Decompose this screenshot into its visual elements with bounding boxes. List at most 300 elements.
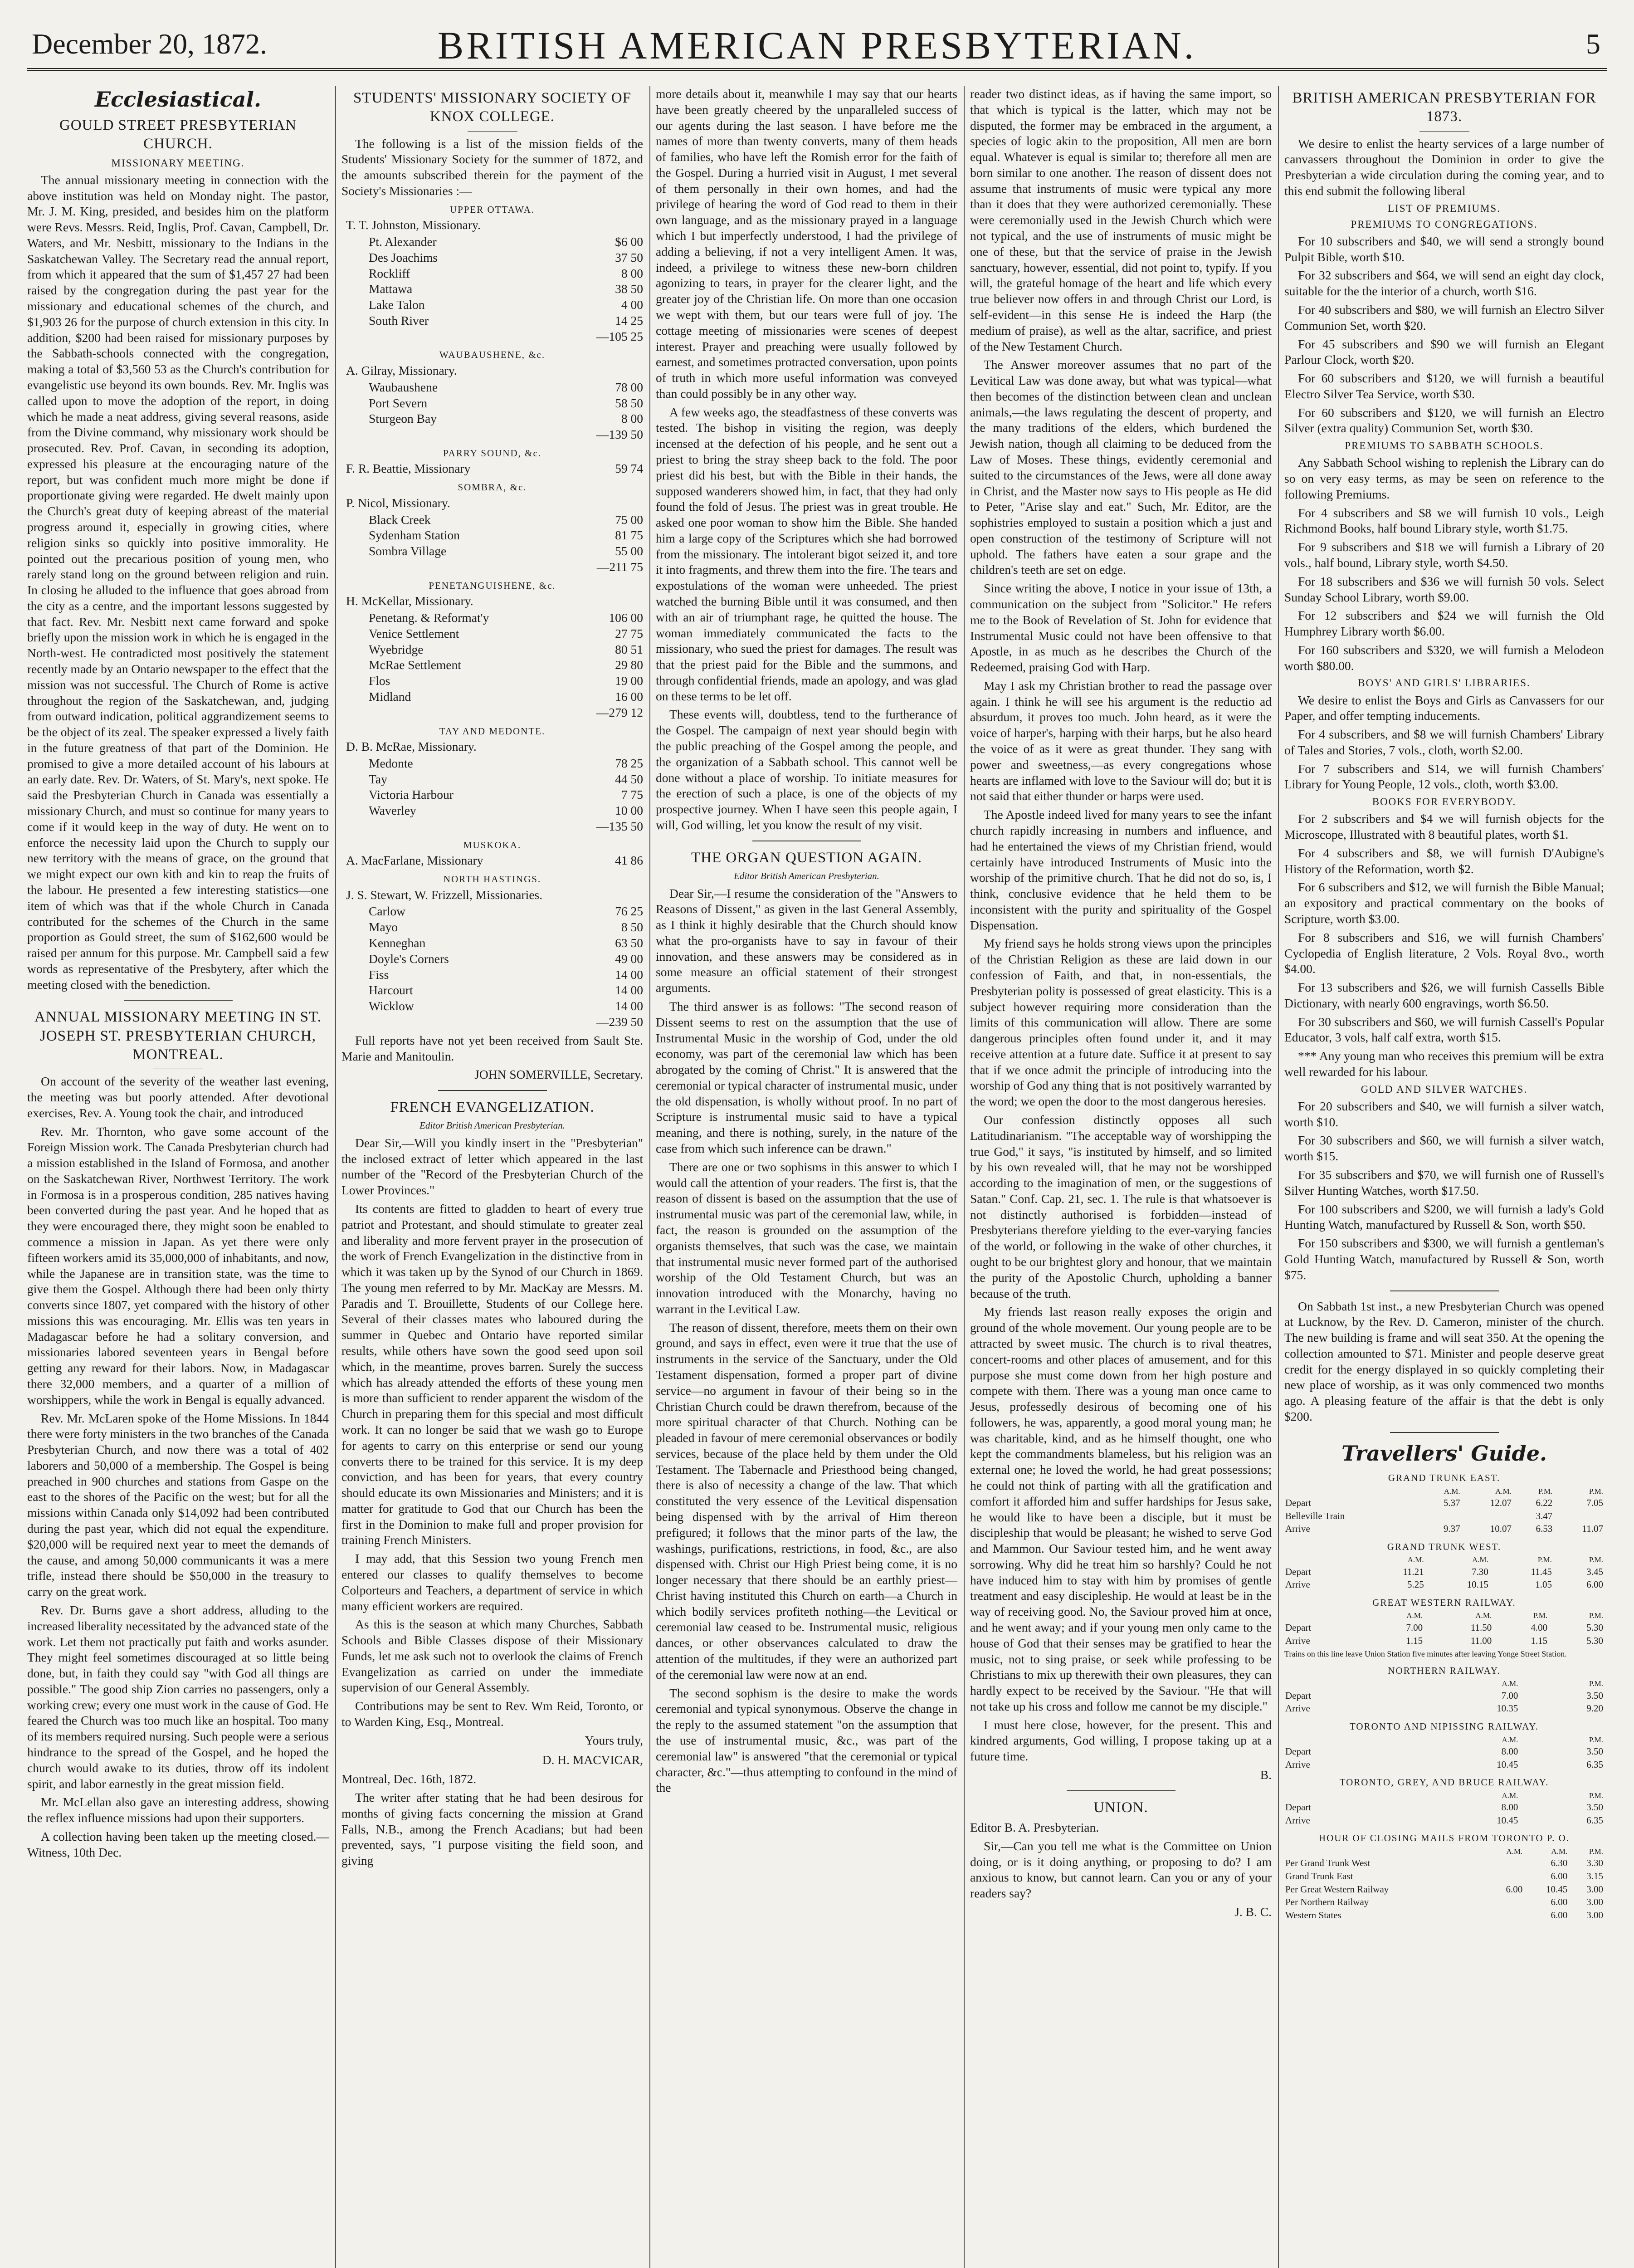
mission-amount: 80 51: [615, 642, 643, 656]
newspaper-title: BRITISH AMERICAN PRESBYTERIAN.: [437, 24, 1197, 67]
mission-row: [369, 281, 643, 297]
mission-row: [369, 250, 643, 266]
timetable-header-row: [1284, 1846, 1604, 1857]
timetable-cell: 6.53: [1536, 1523, 1553, 1535]
mission-amount: 4 00: [621, 298, 643, 312]
article-paragraph: Full reports have not yet been received from Sault Ste. Marie and Manitoulin.: [341, 1033, 643, 1063]
timetable-cell: 1.05: [1535, 1579, 1552, 1590]
mission-station: Waubaushene: [369, 380, 438, 394]
timetable-row: [1284, 1758, 1604, 1771]
article-paragraph: Its contents are fitted to gladden to heart of every true patriot and Protestant, and should stimulate to greater zeal and liberality and more fervent prayer in the prosecution of the work of French Evangelization in the distinctive from in which it was taken up by the Synod of our Church in 1869. The young men referred to by Mr. MacKay are Messrs. M. Paradis and T. Brouillette, Students of our College here. Several of their classes mates who laboured during the summer in Quebec and Ontario have reported similar results, while others have sown the good seed upon soil which, in the meantime, proves barren. Surely the success which has already attended the efforts of these young men is more than sufficient to render apparent the wisdom of the Church in preparing them for this special and most difficult work. It can no longer be said that we wash go to Europe for agents to carry on this enterprise or send our young converts there to be trained for this service. It is my deep conviction, and has been for years, that every country should educate its own Missionaries and Ministers; and it is matter for gratitude to God that our Church has been the first in the Dominion to make full and proper provision for training French Ministers.: [341, 1202, 643, 1547]
mission-amount: 44 50: [615, 772, 643, 786]
premium-item: For 40 subscribers and $80, we will furnish an Electro Silver Communion Set, worth $20.: [1284, 302, 1604, 332]
premium-item: For 100 subscribers and $200, we will furnish a lady's Gold Hunting Watch, manufactured by Russell & Son, worth $50.: [1284, 1202, 1604, 1232]
timetable-line-name: GRAND TRUNK WEST.: [1387, 1541, 1502, 1552]
premium-item: For 4 subscribers, and $8 we will furnish Chambers' Library of Tales and Stories, 7 vols., cloth, worth $2.00.: [1284, 727, 1604, 757]
timetable-cell: 10.45: [1497, 1759, 1518, 1770]
article-title-premiums: BRITISH AMERICAN PRESBYTERIAN FOR 1873.: [1292, 90, 1596, 125]
missionary-name: P. Nicol, Missionary.: [346, 495, 450, 510]
divider: [1390, 1290, 1499, 1291]
timetable-cell: 3.00: [1586, 1909, 1603, 1921]
timetable-row: [1284, 1496, 1604, 1510]
timetable-header-cell: P.M.: [1589, 1735, 1603, 1744]
mission-amount: 29 80: [615, 658, 643, 672]
mission-row: [369, 380, 643, 396]
timetable-header-cell: P.M.: [1589, 1555, 1603, 1564]
divider: [1390, 1432, 1499, 1433]
mission-row: [369, 411, 643, 427]
timetable-header-cell: [1284, 1610, 1368, 1621]
timetable-header-row: [1284, 1486, 1604, 1497]
timetable-cell: Arrive: [1285, 1579, 1310, 1590]
timetable-cell: [1553, 1510, 1604, 1523]
article-paragraph: The Answer moreover assumes that no part of the Levitical Law was done away, but what was typical—what then becomes of the distinction between clean and unclean animals,—the laws regulating the descent of property, and the many traditions of the elders, which burdened the Jewish nation, though all claiming to be deduced from the Law of Moses. These things, evidently ceremonial and suited to the circumstances of the Jews, were all done away in Christ, and the Master now says to His people as He did to Peter, "Arise slay and eat." Such, Mr. Editor, are the sophistries employed to sustain a position which a just and open construction of the testimony of Scripture will not uphold. The fathers have eaten a sour grape and the children's teeth are set on edge.: [970, 357, 1272, 577]
mission-row: [369, 234, 643, 250]
timetable-cell: 9.37: [1443, 1523, 1460, 1535]
timetable-cell: 6.00: [1551, 1897, 1568, 1908]
timetable-cell: 3.30: [1586, 1857, 1603, 1869]
premium-item: For 30 subscribers and $60, we will furnish Cassell's Popular Educator, 3 vols, half calf extra, worth $15.: [1284, 1014, 1604, 1045]
timetable-cell: 5.30: [1586, 1622, 1603, 1633]
article-paragraph: Rev. Mr. McLaren spoke of the Home Missions. In 1844 there were forty ministers in the two branches of the Canada Presbyterian Church, and now there was a total of 402 laborers and 50,000 of a membership. The Gospel is being preached in 900 churches and stations from Gaspe on the east to the shores of the Pacific on the west; but for all the missions within Canada only $14,092 had been contributed during the past year, which did not equal the expenditure. $20,000 will be required next year to meet the demands of the cause, and among 50,000 communicants it was a mere trifle, instead there should be $50,000 in the treasury to carry on the great work.: [27, 1411, 329, 1599]
mission-total: —279 12: [596, 705, 643, 719]
premium-item: For 20 subscribers and $40, we will furnish a silver watch, worth $10.: [1284, 1099, 1604, 1129]
mission-amount: 38 50: [615, 282, 643, 296]
article-paragraph: Since writing the above, I notice in your issue of 13th, a communication on the subject from "Solicitor." He refers me to the Book of Revelation of St. John for evidence that Instrumental Music could not have been offensive to that Apostle, in as much as he describes the Church of the Redeemed, praising God with Harp.: [970, 581, 1272, 675]
timetable-cell: 5.25: [1407, 1579, 1424, 1590]
mission-row: [369, 297, 643, 313]
mission-region: UPPER OTTAWA.: [449, 204, 535, 215]
timetable-cell: 8.00: [1501, 1802, 1518, 1813]
mission-row: [369, 396, 643, 411]
timetable-cell: 3.00: [1586, 1897, 1603, 1908]
mission-station: Sombra Village: [369, 544, 447, 558]
mission-station: Rockliff: [369, 266, 410, 280]
article-title-union: UNION.: [1093, 1799, 1148, 1816]
timetable-cell: Belleville Train: [1285, 1510, 1345, 1521]
timetable-header-cell: P.M.: [1537, 1555, 1552, 1564]
timetable-row: [1284, 1702, 1604, 1715]
timetable-header-cell: A.M.: [1506, 1847, 1523, 1856]
article-paragraph: My friends last reason really exposes the origin and ground of the whole movement. Our young people are to be attracted by sweet music. The church is to rival theatres, concert-rooms and other places of amusement, and for this purpose she must come down from her high posture and compete with them. There was a young man once came to Jesus, professedly desirous of becoming one of his followers, he was, apparently, a good moral young man; he was charitable, kind, and as he himself thought, one who kept the commandments blameless, but his religion was an external one; he loved the world, he had great possessions; he could not think of parting with all the gratification and comfort it afforded him and suffer hardships for Jesus sake, he would like to have been a disciple, but it must be discipleship that would be pleasant; he wished to serve God and Mammon. Our Saviour tested him, and he went away sorrowing. Why did he treat him so harshly? Could he not have induced him to stay with him by promises of gentle treatment and easy discipleship. He would at least be in the way of receiving good. No, the Saviour proved him at once, and he went away; and if your young men only came to the house of God that their senses may be gratified to hear the music, not to sing praise, or seek while professing to be Christians to mix up therewith their own pleasures, they can hardly expect to be received by the Saviour. "He that will not take up his cross and follow me cannot be my disciple.": [970, 1305, 1272, 1713]
timetable-cell: 8.00: [1501, 1746, 1518, 1757]
timetable-header-row: [1284, 1678, 1604, 1689]
mission-station: Tay: [369, 772, 387, 786]
mission-amount: 76 25: [615, 904, 643, 919]
divider: [124, 1000, 233, 1001]
timetable-cell: 4.00: [1531, 1622, 1548, 1633]
timetable-row: [1284, 1909, 1604, 1922]
mission-station: Kenneghan: [369, 936, 426, 950]
timetable-header-row: [1284, 1554, 1604, 1565]
mission-region: MUSKOKA.: [463, 839, 522, 850]
premium-group-heading: PREMIUMS TO CONGREGATIONS.: [1351, 218, 1538, 230]
timetable-line-name: HOUR OF CLOSING MAILS FROM TORONTO P. O.: [1318, 1833, 1570, 1844]
timetable-row: [1284, 1634, 1604, 1647]
issue-date: December 20, 1872.: [32, 28, 267, 60]
timetable-header-cell: [1284, 1735, 1412, 1745]
timetable-row: [1284, 1870, 1604, 1883]
editor-address: Editor British American Presbyterian.: [419, 1120, 565, 1131]
column-4: [970, 86, 1272, 2268]
mission-row: [369, 951, 643, 967]
timetable-row: [1284, 1814, 1604, 1827]
timetable-header-cell: [1284, 1790, 1412, 1801]
mission-amount: 106 00: [609, 611, 643, 625]
timetable-header-cell: [1284, 1486, 1420, 1497]
timetable-cell: 10.07: [1490, 1523, 1512, 1535]
timetable-header-cell: P.M.: [1589, 1486, 1603, 1496]
timetable-cell: 5.37: [1443, 1497, 1460, 1508]
timetable-cell: 6.00: [1551, 1909, 1568, 1921]
article-paragraph: I may add, that this Session two young French men entered our classes to qualify themselves to become Colporteurs and Teachers, a department of service in which many efficient workers are required.: [341, 1551, 643, 1613]
mission-station: Waverley: [369, 803, 416, 818]
mission-row: [369, 689, 643, 705]
timetable-line-name: GRAND TRUNK EAST.: [1388, 1472, 1501, 1483]
timetable-header-cell: A.M.: [1472, 1555, 1488, 1564]
mission-row: [369, 512, 643, 528]
timetable-cell: 11.21: [1403, 1566, 1424, 1577]
column-5: [1284, 86, 1604, 2268]
timetable-cell: 3.00: [1586, 1883, 1603, 1895]
mission-amount: 14 25: [615, 313, 643, 327]
mission-amount: 63 50: [615, 936, 643, 950]
divider: [1419, 131, 1469, 132]
divider: [468, 131, 517, 132]
premium-list-heading: LIST OF PREMIUMS.: [1388, 202, 1501, 214]
article-paragraph: Dear Sir,—Will you kindly insert in the "Presbyterian" the inclosed extract of letter which appeared in the last number of the "Record of the Presbyterian Church of the Lower Provinces.": [341, 1135, 643, 1198]
timetable-line-name: TORONTO AND NIPISSING RAILWAY.: [1349, 1721, 1539, 1732]
missionary-name: H. McKellar, Missionary.: [346, 594, 473, 608]
premium-item: For 32 subscribers and $64, we will send an eight day clock, suitable for the the interior of a church, worth $16.: [1284, 268, 1604, 298]
timetable-cell: 6.35: [1586, 1759, 1603, 1770]
mission-region: NORTH HASTINGS.: [443, 874, 541, 885]
article-paragraph: I must here close, however, for the present. This and kindred arguments, God willing, I propose taking up at a future time.: [970, 1717, 1272, 1764]
mission-total: —139 50: [596, 427, 643, 442]
mission-station: Lake Talon: [369, 298, 425, 312]
timetable-cell: Depart: [1285, 1690, 1312, 1701]
timetable: [1284, 1610, 1604, 1647]
mission-row: [369, 982, 643, 998]
signature: B.: [1260, 1768, 1272, 1782]
mission-amount: 78 25: [615, 756, 643, 770]
timetable-cell: 1.15: [1406, 1635, 1423, 1646]
mission-station: South River: [369, 313, 429, 327]
mission-amount: 27 75: [615, 626, 643, 640]
timetable-header-cell: A.M.: [1475, 1611, 1492, 1620]
timetable-cell: 7.00: [1501, 1690, 1518, 1701]
timetable-line-name: NORTHERN RAILWAY.: [1388, 1665, 1501, 1676]
timetable-cell: 11.45: [1531, 1566, 1552, 1577]
timetable: [1284, 1554, 1604, 1591]
article-paragraph: There are one or two sophisms in this answer to which I would call the attention of your readers. The first is, that the reason of dissent is based on the assumption that the use of instrumental music was part of the ceremonial law, while, in fact, the reason is grounded on the assumption of the organists themselves, that such was the case, we maintain that instrumental music never formed part of the authorised worship of the Old Testament Church, but was an innovation introduced with the Monarchy, having no warrant in the Levitical Law.: [656, 1159, 957, 1316]
premium-item: We desire to enlist the Boys and Girls as Canvassers for our Paper, and offer tempting inducements.: [1284, 693, 1604, 723]
mission-amount: 55 00: [615, 544, 643, 558]
mission-amount: 49 00: [615, 951, 643, 966]
article-paragraph: A collection having been taken up the meeting closed.—Witness, 10th Dec.: [27, 1829, 329, 1859]
timetable-cell: Per Grand Trunk West: [1285, 1857, 1371, 1869]
mission-row: [369, 673, 643, 689]
timetable-cell: 6.00: [1586, 1579, 1603, 1590]
timetable-cell: Depart: [1285, 1497, 1312, 1508]
premium-item: For 4 subscribers and $8 we will furnish 10 vols., Leigh Richmond Books, half bound Library style, worth $1.75.: [1284, 505, 1604, 536]
mission-station: Venice Settlement: [369, 626, 459, 640]
section-heading-travellers-guide: Travellers' Guide.: [1341, 1441, 1547, 1466]
mission-row: [369, 528, 643, 543]
mission-region: PENETANGUISHENE, &c.: [429, 580, 556, 591]
timetable-cell: 6.30: [1551, 1857, 1568, 1869]
timetable-cell: Arrive: [1285, 1759, 1310, 1770]
article-paragraph: Our confession distinctly opposes all such Latitudinarianism. "The acceptable way of worshipping the true God," it says, "is instituted by himself, and so limited by his own revealed will, that he may not be worshipped according to the imagination of men, or the suggestions of Satan." Conf. Cap. 21, sec. 1. The rule is that whatsoever is not distinctly authorised is forbidden—instead of Presbyterians therefore yielding to the ever-varying fancies of the world, or following in the wake of other churches, it ought to be our brightest glory and honour, that we maintain the purity of the Apostolic Church, upholding a banner because of the truth.: [970, 1113, 1272, 1300]
timetable-cell: 11.00: [1470, 1635, 1492, 1646]
mission-station: Sturgeon Bay: [369, 411, 437, 426]
mission-station: Port Severn: [369, 396, 428, 410]
mission-station: Penetang. & Reformat'y: [369, 611, 489, 625]
mission-region: TAY AND MEDONTE.: [439, 725, 546, 737]
premium-item: For 8 subscribers and $16, we will furnish Chambers' Cyclopedia of English literature, 2 Vols. Royal 8vo., worth $4.00.: [1284, 930, 1604, 976]
timetable-cell: Depart: [1285, 1566, 1312, 1577]
timetable-cell: Arrive: [1285, 1635, 1310, 1646]
timetable-header-cell: A.M.: [1502, 1735, 1518, 1744]
mission-amount: 75 00: [615, 512, 643, 527]
mission-amount: $6 00: [615, 234, 643, 249]
article-paragraph: May I ask my Christian brother to read the passage over again. I think he will see his argument is the reductio ad absurdum, it proves too much. John heard, as it were the voice of harper's, harping with their harps, but he also heard the voice of as it were as great thunder. They sang with power and sweetness,—as every congregations whose hearts are inflamed with love to the Saviour will do; but it is not said that either thunder or harps were used.: [970, 678, 1272, 803]
article-title-gould-street: GOULD STREET PRESBYTERIAN CHURCH.: [59, 117, 297, 152]
premium-group-heading: BOOKS FOR EVERYBODY.: [1372, 796, 1517, 808]
mission-amount: 19 00: [615, 674, 643, 688]
timetable-header-row: [1284, 1790, 1604, 1801]
premium-item: For 12 subscribers and $24 we will furnish the Old Humphrey Library worth $6.00.: [1284, 608, 1604, 639]
article-title-annual-meeting: ANNUAL MISSIONARY MEETING IN ST. JOSEPH ST. PRESBYTERIAN CHURCH, MONTREAL.: [34, 1009, 322, 1063]
timetable-header-cell: A.M.: [1502, 1679, 1518, 1688]
mission-row: [369, 610, 643, 626]
missionary-name: A. MacFarlane, Missionary: [346, 853, 483, 868]
mission-station: Flos: [369, 674, 390, 688]
timetable-cell: 3.15: [1586, 1871, 1603, 1882]
timetable-row: [1284, 1745, 1604, 1758]
mission-amount: 10 00: [615, 803, 643, 818]
mission-row: [369, 787, 643, 803]
timetable-header-cell: P.M.: [1589, 1679, 1603, 1688]
mission-amount: 7 75: [621, 787, 643, 802]
timetable-cell: [1488, 1909, 1524, 1922]
column-2: [341, 86, 643, 2268]
column-1: [27, 86, 329, 2268]
article-title-french-evangelization: FRENCH EVANGELIZATION.: [390, 1099, 595, 1116]
mission-station: Pt. Alexander: [369, 234, 437, 249]
article-paragraph: The Apostle indeed lived for many years to see the infant church rapidly increasing in numbers and influence, and had he entertained the views of my Christian friend, would certainly have introduced Instruments of Music into the worship of the primitive church. That he did not do so, is, I think, conclusive evidence that he held them to be inconsistent with the purity and spirituality of the Gospel Dispensation.: [970, 807, 1272, 932]
timetable-row: [1284, 1578, 1604, 1591]
premium-group-heading: BOYS' AND GIRLS' LIBRARIES.: [1358, 677, 1531, 689]
article-paragraph: The annual missionary meeting in connection with the above institution was held on Monday night. The pastor, Mr. J. M. King, presided, and besides him on the platform were Revs. Messrs. Reid, Inglis, Prof. Cavan, Campbell, Dr. Waters, and Mr. Nesbitt, missionary to the Indians in the Saskatchewan Valley. The Secretary read the annual report, from which it appeared that the sum of $1,457 27 had been raised by the congregation during the past year for the missionary and educational schemes of the church, and $1,903 26 for the purpose of church extension in this city. In addition, $200 had been raised for missionary purposes by the Sabbath-schools connected with the congregation, making a total of $3,560 53 as the Church's contribution for evangelistic use beyond its own bounds. Rev. Mr. Inglis was called upon to move the adoption of the report, in doing which he made a neat address, giving several reasons, aside from the Divine command, why missionary work should be prosecuted. Rev. Prof. Cavan, in seconding its adoption, expressed his pleasure at the encouraging nature of the report, but was confident much more might be done if proportionate giving were regarded. He dwelt mainly upon the Church's great duty of keeping abreast of the material progress around it, especially in growing cities, where religion sinks so quickly into positive immorality. He pointed out the precarious position of young men, who rarely stand long on the ground between religion and ruin. In closing he alluded to the influence that goes abroad from the city as a centre, and the important lessons suggested by that fact. Rev. Mr. Nesbitt next came forward and spoke briefly upon the mission work in which he is engaged in the North-west. He contradicted most positively the statement recently made by an Ontario newspaper to the effect that the mission was not successful. The Church of Rome is active throughout the region of the Saskatchewan, and, judging from outward indication, political aggrandizement seems to be the object of its zeal. The speaker expressed a lively faith in the future greatness of that part of the Dominion. He promised to give a more detailed account of his labours at an early date. Rev. Dr. Waters, of St. Mary's, next spoke. He said the Presbyterian Church in Canada was essentially a missionary Church, and must so continue for many years to come if it would keep in the way of duty. He went on to enforce the necessity laid upon the Church to supply our new territory with the means of grace, on the ground that we might expect our own kith and kin to reap the fruits of the labour. He presented a few interesting statistics—one item of which was that if the whole Church in Canada contributed for the schemes of the Church in the same proportion as Gould street, the sum of $162,600 would be raised per annum for this purpose. Mr. Campbell said a few words as representative of the Presbytery, after which the meeting closed with the benediction.: [27, 172, 329, 992]
closing: Yours truly,: [585, 1733, 643, 1747]
mission-station: Victoria Harbour: [369, 787, 454, 802]
premium-item: For 9 subscribers and $18 we will furnish a Library of 20 vols., half bound, Library style, worth $4.50.: [1284, 540, 1604, 570]
mission-row: [369, 772, 643, 787]
premium-group-heading: GOLD AND SILVER WATCHES.: [1361, 1083, 1528, 1095]
timetable-header-cell: A.M.: [1406, 1611, 1423, 1620]
timetable-cell: [1461, 1510, 1512, 1523]
mission-row: [369, 756, 643, 772]
mission-station: Sydenham Station: [369, 528, 460, 543]
timetable-cell: 7.05: [1586, 1497, 1603, 1508]
premium-item: For 13 subscribers and $26, we will furnish Cassells Bible Dictionary, with nearly 600 engravings, worth $6.50.: [1284, 980, 1604, 1010]
premium-item: For 6 subscribers and $12, we will furnish the Bible Manual; an expository and practical commentary on the books of Scripture, worth $3.00.: [1284, 880, 1604, 926]
timetable-header-cell: P.M.: [1533, 1611, 1548, 1620]
timetable-header-cell: [1284, 1678, 1412, 1689]
mission-station: Medonte: [369, 756, 413, 770]
timetable-cell: Western States: [1285, 1909, 1341, 1921]
mission-amount: 78 00: [615, 380, 643, 394]
article-paragraph: The following is a list of the mission fields of the Students' Missionary Society for the summer of 1872, and the amounts subscribed therein for the payment of the Society's Missionaries :—: [341, 136, 643, 198]
page-number: 5: [1586, 28, 1600, 60]
timetable-row: [1284, 1689, 1604, 1702]
mission-region: SOMBRA, &c.: [458, 482, 527, 493]
timetable-header-cell: P.M.: [1538, 1486, 1553, 1496]
article-subtitle: MISSIONARY MEETING.: [111, 157, 245, 169]
article-paragraph: We desire to enlist the hearty services of a large number of canvassers throughout the Dominion in order to give the Presbyterian a wide circulation during the coming year, and to this end submit the following liberal: [1284, 136, 1604, 198]
timetable-cell: Per Northern Railway: [1285, 1897, 1369, 1908]
signature: D. H. MACVICAR,: [542, 1752, 643, 1767]
premium-item: For 4 subscribers and $8, we will furnish D'Aubigne's History of the Reformation, worth $2.: [1284, 846, 1604, 876]
premium-group-heading: PREMIUMS TO SABBATH SCHOOLS.: [1345, 440, 1544, 452]
premium-item: For 10 subscribers and $40, we will send a strongly bound Pulpit Bible, worth $10.: [1284, 234, 1604, 264]
mission-row: [369, 998, 643, 1014]
timetable-cell: Arrive: [1285, 1523, 1310, 1535]
timetable-cell: 3.50: [1586, 1690, 1603, 1701]
timetable-header-cell: [1284, 1554, 1361, 1565]
mission-station: Mattawa: [369, 282, 413, 296]
timetable-cell: 6.00: [1506, 1883, 1523, 1895]
timetable-row: [1284, 1510, 1604, 1523]
mission-row: [369, 803, 643, 819]
article-title-organ-question: THE ORGAN QUESTION AGAIN.: [691, 849, 922, 866]
timetable-cell: [1488, 1870, 1524, 1883]
article-paragraph: On account of the severity of the weather last evening, the meeting was but poorly attended. After devotional exercises, Rev. A. Young took the chair, and introduced: [27, 1074, 329, 1120]
column-rule: [1278, 86, 1279, 2268]
mission-station: Des Joachims: [369, 250, 438, 264]
missionary-name: J. S. Stewart, W. Frizzell, Missionaries.: [346, 887, 543, 902]
timetable-header-cell: A.M.: [1502, 1791, 1518, 1800]
article-paragraph: Rev. Dr. Burns gave a short address, alluding to the increased liberality necessitated by the advanced state of the work. Let them not practically put faith and works asunder. They might feel sometimes discouraged at so little being done, but, in faith they could say "with God all things are possible." The good ship Zion carries no passengers, only a working crew; every one must work in the cause of God. He feared the Church was too much like an hospital. Too many of its members required nursing. Such people were a serious hindrance to the spread of the Gospel, and he hoped the church would awake to its duties, throw off its indolent spirit, and labor earnestly in the great mission field.: [27, 1603, 329, 1791]
timetable-row: [1284, 1883, 1604, 1896]
article-paragraph: more details about it, meanwhile I may say that our hearts have been greatly cheered by the unparalleled success of our agents during the last season. I have before me the names of more than twenty converts, many of them heads of families, who have left the Romish error for the faith of the Gospel. During a hurried visit in August, I met several of them personally in their own homes, and had the privilege of hearing the word of God read to them in their own language, and as the missionary prayed in a language which I but imperfectly understood, I had the privilege of adding a believing, if not a very intelligent Amen. It was, indeed, a privilege to witness these new-born children agonizing to tears, in prayer for the clearer light, and the greater joy of the Christian life. On more than one occasion we wept with them, but our tears were full of joy. The cottage meeting of missionaries were scenes of deepest interest. Prayer and preaching were usually followed by earnest, and sometimes protracted conversation, upon points of truth in which more useful information was conveyed than could possibly be in any other way.: [656, 87, 957, 401]
timetable-cell: 3.50: [1586, 1746, 1603, 1757]
timetable-cell: Grand Trunk East: [1285, 1871, 1353, 1882]
premium-item: *** Any young man who receives this premium will be extra well rewarded for his labour.: [1284, 1049, 1604, 1079]
timetable-cell: 7.30: [1472, 1566, 1488, 1577]
article-paragraph: These events will, doubtless, tend to the furtherance of the Gospel. The campaign of next year should begin with the public preaching of the Gospel among the people, and the organization of a Sabbath school. This cannot well be done without a place of worship. To initiate measures for the erection of such a place, is one of the objects of my prospective journey. When I have seen this people again, I will, God willing, let you know the result of my visit.: [656, 707, 957, 832]
column-3: [656, 86, 957, 2268]
mission-row: [369, 626, 643, 642]
article-paragraph: Contributions may be sent to Rev. Wm Reid, Toronto, or to Warden King, Esq., Montreal.: [341, 1699, 643, 1729]
mission-total: 41 86: [615, 853, 643, 868]
timetable-cell: 6.00: [1551, 1871, 1568, 1882]
timetable-header-cell: A.M.: [1407, 1555, 1424, 1564]
article-paragraph: Dear Sir,—I resume the consideration of the "Answers to Reasons of Dissent," as given in the last General Assembly, as I think it highly desirable that the Church should know what the pro-organists have to say in favour of their innovation, and these answers may be considered as in some measure an official statement of their strongest arguments.: [656, 886, 957, 995]
timetable-header-row: [1284, 1610, 1604, 1621]
timetable-line-name: TORONTO, GREY, AND BRUCE RAILWAY.: [1339, 1777, 1549, 1788]
section-heading-ecclesiastical: Ecclesiastical.: [95, 87, 261, 112]
mission-row: [369, 967, 643, 983]
premium-item: For 35 subscribers and $70, we will furnish one of Russell's Silver Hunting Watches, worth $17.50.: [1284, 1168, 1604, 1198]
timetable: [1284, 1486, 1604, 1535]
timetable-cell: 10.45: [1497, 1814, 1518, 1826]
mission-amount: 58 50: [615, 396, 643, 410]
divider: [438, 1090, 547, 1091]
mission-total: —239 50: [596, 1014, 643, 1029]
timetable-cell: 6.35: [1586, 1814, 1603, 1826]
mission-station: Harcourt: [369, 983, 413, 997]
mission-row: [369, 935, 643, 951]
premium-item: For 30 subscribers and $60, we will furnish a silver watch, worth $15.: [1284, 1133, 1604, 1163]
timetable-header-cell: A.M.: [1444, 1486, 1460, 1496]
timetable-cell: 12.07: [1490, 1497, 1512, 1508]
timetable-cell: 1.15: [1531, 1635, 1548, 1646]
signature: JOHN SOMERVILLE, Secretary.: [474, 1067, 643, 1082]
mission-amount: 14 00: [615, 983, 643, 997]
timetable-cell: [1420, 1510, 1461, 1523]
article-paragraph: The reason of dissent, therefore, meets them on their own ground, and says in effect, even were it true that the use of instruments in the service of the Sanctuary, under the Old Testament dispensation, formed a proper part of divine service—no argument in favour of their being so in the Christian Church could be drawn therefrom, because of the more spiritual character of that Church. Nothing can be pleaded in favour of mere ceremonial observances or bodily services, because of the place held by them under the Old Testament. The Tabernacle and Priesthood being changed, there is also of necessity a change of the law. That which constituted the very essence of the Levitical dispensation being dispensed with by the arrival of Him thereon prefigured; it follows that the minor parts of the law, the washings, purifications, restrictions, in food, &c., are also dispensed with. Christ our High Priest being come, it is no longer necessary that there should be an earthly priest—Christ having instituted this Church on earth—a Church in which bodily services profiteth nothing—the Levitical or ceremonial law ceased to be. Instrumental music, religious dances, or other observances calculated to draw the attention of the multitudes, if they were an authorized part of the ceremonial law were now at an end.: [656, 1320, 957, 1681]
article-paragraph: A few weeks ago, the steadfastness of these converts was tested. The bishop in visiting the region, was deeply incensed at the defection of his people, and he sent out a priest to bring the stray sheep back to the fold. The poor priest did his best, but with the Bible in their hands, the supposed wanderers showed him, in fact, that they had only found the fold of Jesus. The priest was in great trouble. He asked one poor woman to show him the Bible. She handed him a large copy of the Scriptures which she had borrowed from the missionary. The intolerant bigot seized it, and tore it into fragments, and threw them into the fire. The tears and expostulations of the woman were unheeded. The priest watched the burning Bible until it was consumed, and then with an air of triumphant rage, he quitted the house. The woman immediately communicated the facts to the missionary, who sued the priest for damages. The result was that the priest paid for the Bible and the summons, and through confidential friends, made an apology, and was glad on these terms to be let off.: [656, 405, 957, 703]
article-paragraph: Sir,—Can you tell me what is the Committee on Union doing, or is it doing anything, or proposing to do? I am anxious to know, but cannot learn. Can you or any of your readers say?: [970, 1838, 1272, 1901]
mission-row: [369, 642, 643, 658]
premium-item: For 60 subscribers and $120, we will furnish an Electro Silver (extra quality) Communion Set, worth $30.: [1284, 405, 1604, 435]
premium-item: For 150 subscribers and $300, we will furnish a gentleman's Gold Hunting Watch, manufactured by Russell & Son, worth $75.: [1284, 1236, 1604, 1282]
timetable-cell: Depart: [1285, 1622, 1312, 1633]
timetables: [1284, 1472, 1604, 1921]
timetable: [1284, 1735, 1604, 1771]
mission-station: Wicklow: [369, 999, 414, 1013]
timetable-row: [1284, 1896, 1604, 1909]
missionary-name: A. Gilray, Missionary.: [346, 363, 457, 377]
article-paragraph: On Sabbath 1st inst., a new Presbyterian Church was opened at Lucknow, by the Rev. D. Cameron, minister of the church. The new building is frame and will seat 350. At the opening the collection amounted to $71. Minister and people deserve great credit for the energy displayed in so quickly completing their new place of worship, as it was only commenced two months ago. A pleasing feature of the affair is that the debt is only $200.: [1284, 1299, 1604, 1423]
timetable-cell: 5.30: [1586, 1635, 1603, 1646]
timetable: [1284, 1790, 1604, 1827]
column-rule: [335, 86, 336, 2268]
timetable-header-cell: P.M.: [1589, 1847, 1603, 1856]
signature: J. B. C.: [1234, 1904, 1272, 1919]
column-rule: [964, 86, 965, 2268]
premium-item: For 160 subscribers and $320, we will furnish a Melodeon worth $80.00.: [1284, 642, 1604, 673]
mission-amount: 8 00: [621, 266, 643, 280]
timetable-cell: [1488, 1896, 1524, 1909]
mission-amount: 14 00: [615, 999, 643, 1013]
timetable: [1284, 1846, 1604, 1921]
premium-item: For 2 subscribers and $4 we will furnish objects for the Microscope, Illustrated with 8 beautiful plates, worth $1.: [1284, 811, 1604, 842]
timetable-cell: 3.47: [1536, 1510, 1553, 1521]
article-paragraph: The third answer is as follows: "The second reason of Dissent seems to rest on the assumption that the use of Instrumental Music in the worship of God, under the old economy, was part of the ceremonial law which has been abrogated by the coming of Christ." It is answered that the ceremonial or typical character of instrumental music, under the old dispensation, is wholly without proof. In no part of Scripture is instrumental music said to have a typical meaning, and there is nothing, surely, in the nature of the case from which such inference can be drawn.": [656, 999, 957, 1156]
premium-list: [1284, 218, 1604, 1283]
timetable-cell: 3.45: [1586, 1566, 1603, 1577]
column-rule: [649, 86, 650, 2268]
timetable-line-name: GREAT WESTERN RAILWAY.: [1372, 1597, 1516, 1608]
timetable-cell: Depart: [1285, 1802, 1312, 1813]
timetable-cell: 11.50: [1470, 1622, 1492, 1633]
timetable-cell: 7.00: [1406, 1622, 1423, 1633]
timetable-row: [1284, 1522, 1604, 1535]
mission-total: 59 74: [615, 461, 643, 476]
mission-amount: 16 00: [615, 689, 643, 704]
mission-region: WAUBAUSHENE, &c.: [439, 349, 546, 361]
timetable-row: [1284, 1801, 1604, 1814]
mission-amount: 14 00: [615, 967, 643, 982]
premium-item: For 18 subscribers and $36 we will furnish 50 vols. Select Sunday School Library, worth $9.00.: [1284, 574, 1604, 604]
timetable-header-cell: A.M.: [1551, 1847, 1568, 1856]
mission-row: [369, 919, 643, 935]
timetable-cell: 3.50: [1586, 1802, 1603, 1813]
timetable-header-cell: [1284, 1846, 1488, 1857]
